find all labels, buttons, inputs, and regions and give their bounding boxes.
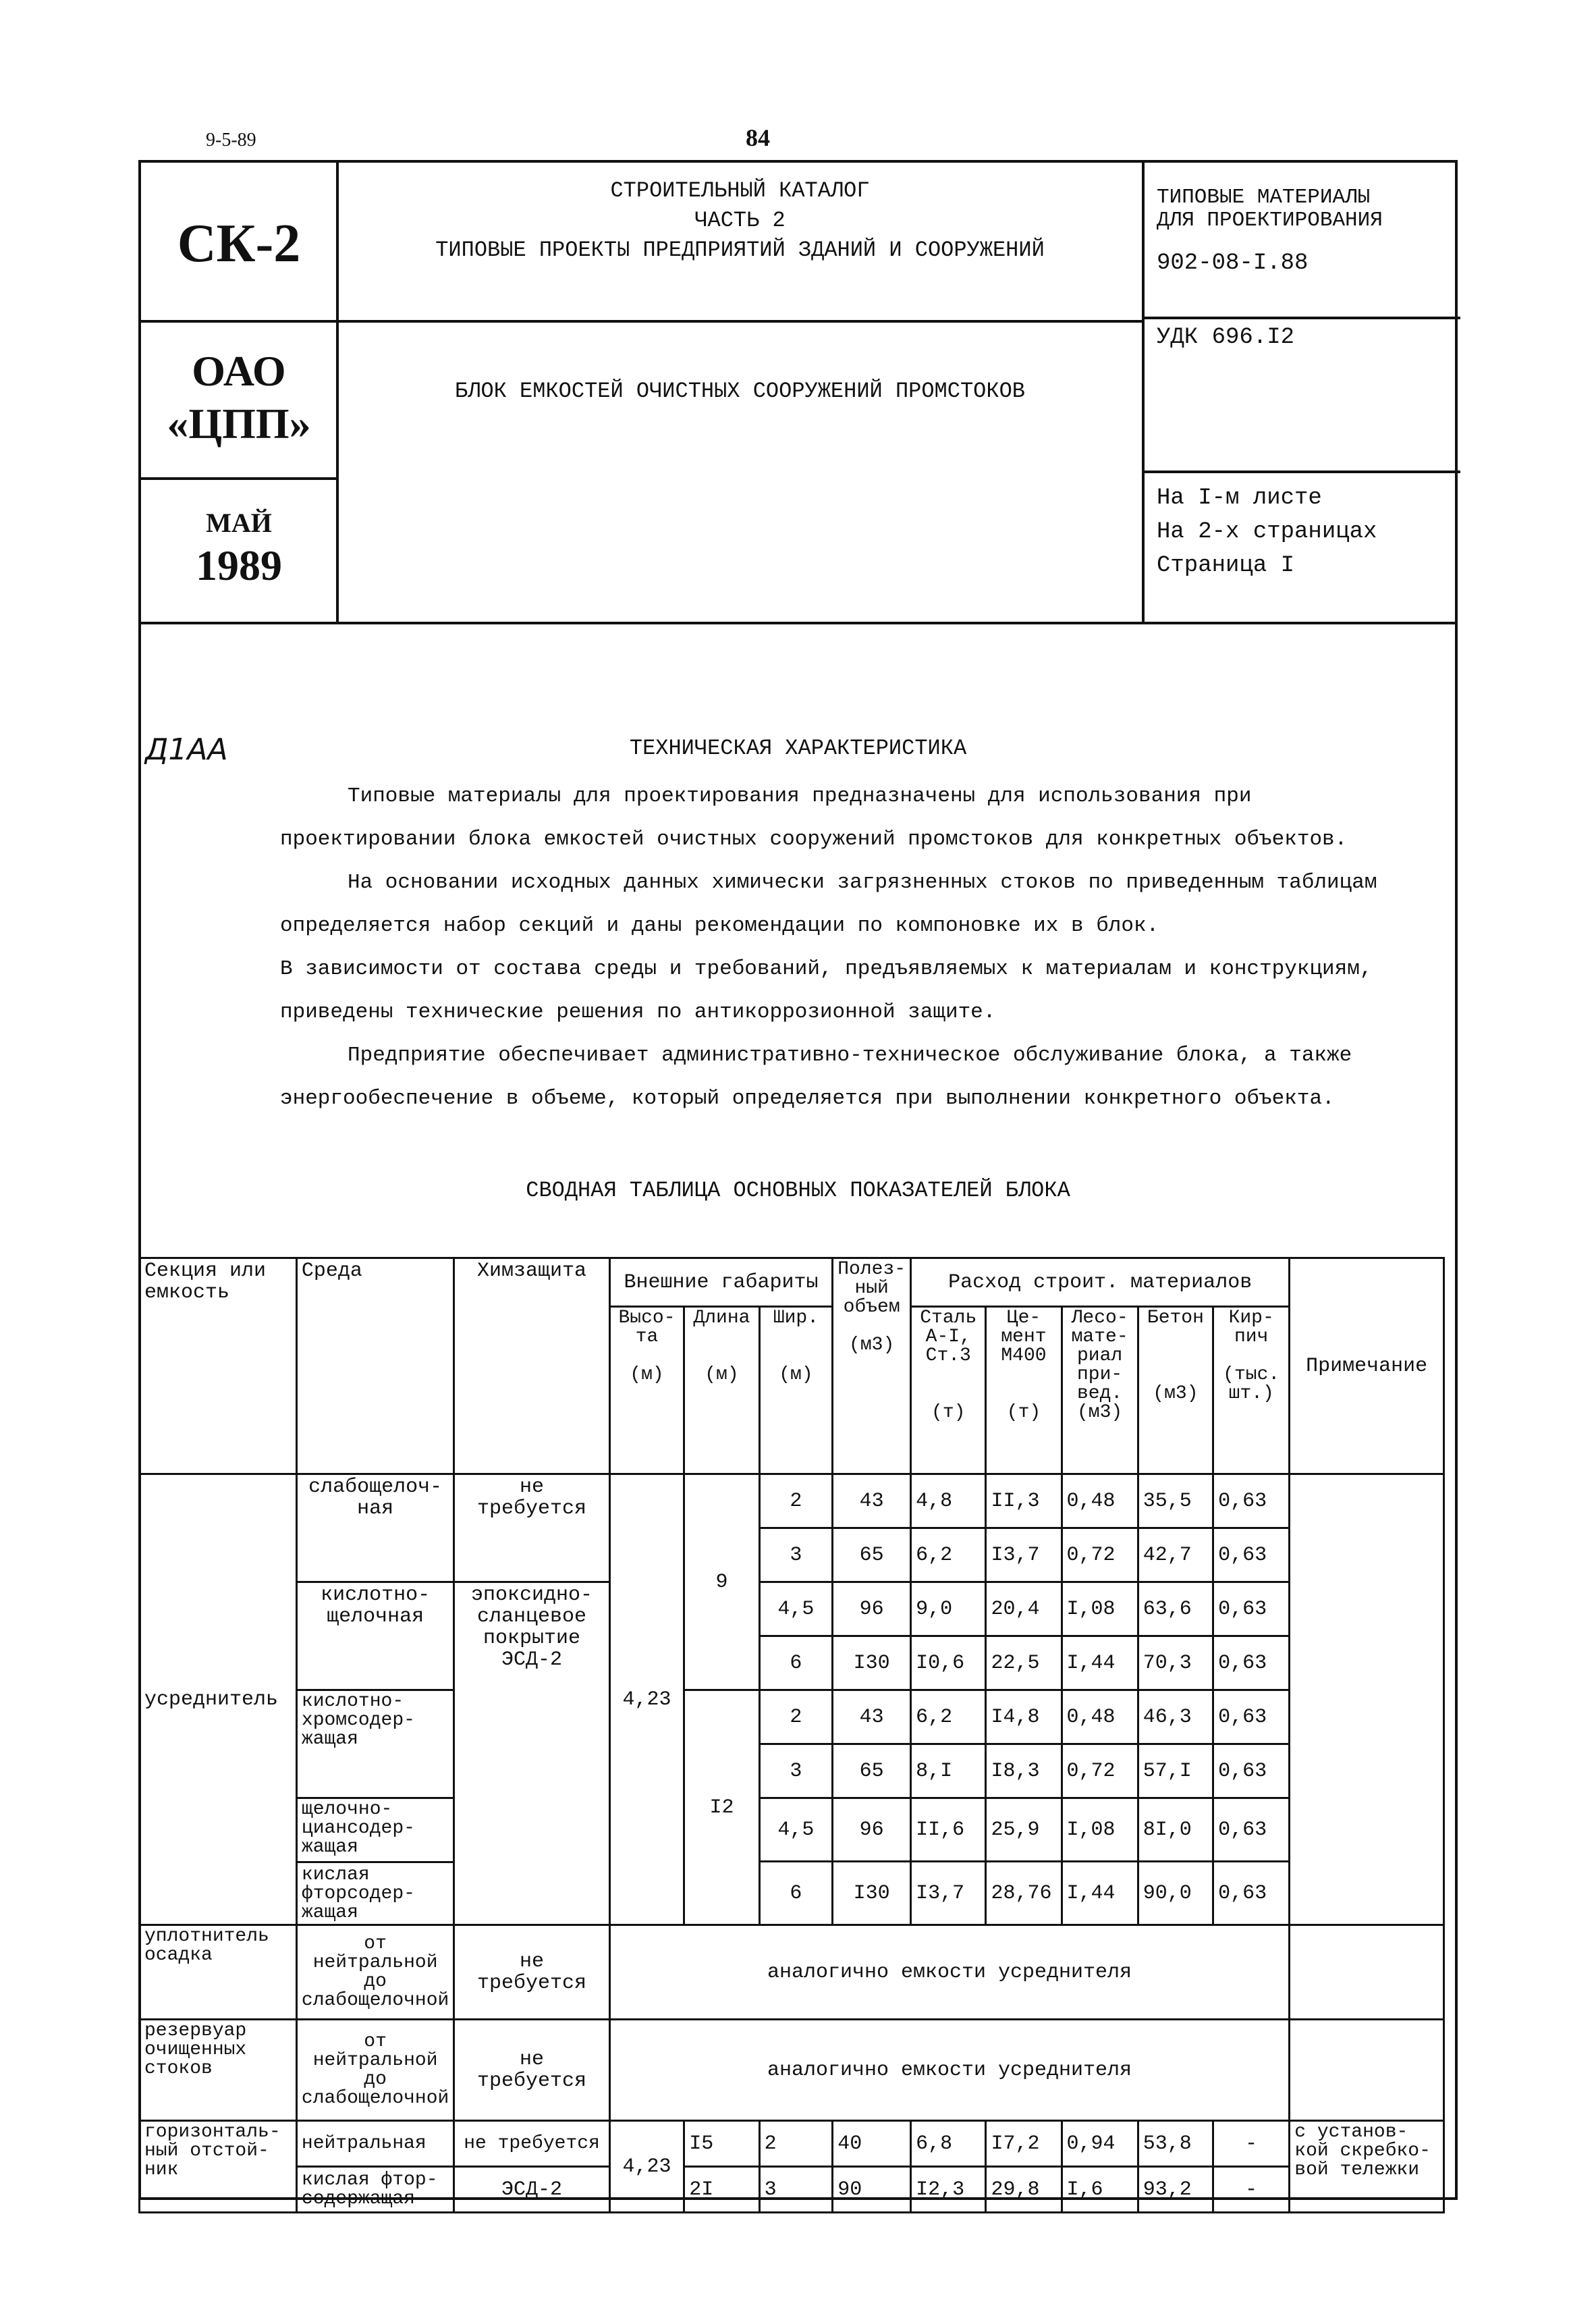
header-section: Секция или емкость — [140, 1258, 297, 1474]
header-steel-label: Сталь А-I, Ст.3 — [920, 1308, 977, 1366]
cell-cement: 28,76 — [986, 1862, 1062, 1925]
udk-code: УДК 696.I2 — [1157, 325, 1295, 350]
cell-cement: I8,3 — [986, 1744, 1062, 1798]
cell-concrete: 70,3 — [1138, 1636, 1213, 1690]
cell-length: I5 — [684, 2121, 759, 2167]
header-length — [684, 1307, 759, 1474]
table-row-reservoir — [140, 2020, 1444, 2121]
cell-timber: I,44 — [1062, 1862, 1138, 1925]
catalog-title: СТРОИТЕЛЬНЫЙ КАТАЛОГ — [610, 178, 870, 203]
cell-width: 3 — [759, 2167, 833, 2213]
handwritten-stamp: Д1АА — [145, 732, 228, 767]
section-title: ТЕХНИЧЕСКАЯ ХАРАКТЕРИСТИКА — [629, 736, 967, 761]
doc-number: 902-08-I.88 — [1157, 250, 1309, 276]
header-concrete — [1138, 1307, 1213, 1474]
org-line-2: «ЦПП» — [167, 400, 311, 448]
cell-epoxy: эпоксидно-сланцевое покрытие ЭСД-2 — [454, 1582, 609, 1925]
cell-steel: 4,8 — [911, 1474, 986, 1528]
cell-settler: горизонталь-ный отстой-ник — [140, 2121, 297, 2213]
cell-settler-height: 4,23 — [609, 2121, 684, 2213]
date-stamp: 9-5-89 — [206, 130, 256, 151]
cell-length-12: I2 — [684, 1690, 759, 1925]
sheet-line-3: Страница I — [1157, 553, 1295, 579]
cell-width: 4,5 — [759, 1582, 833, 1636]
cell-brick: 0,63 — [1213, 1582, 1290, 1636]
header-cement — [986, 1307, 1062, 1474]
cell-brick: 0,63 — [1213, 1862, 1290, 1925]
cell-steel: 6,2 — [911, 1528, 986, 1582]
cell-width: 3 — [759, 1744, 833, 1798]
cell-note-empty — [1290, 1925, 1444, 2020]
cell-averager: усреднитель — [140, 1474, 297, 1925]
header-volume-unit: (м3) — [849, 1335, 895, 1355]
header-brick-label: Кир-пич — [1228, 1308, 1274, 1347]
medium-4-label: щелочно-циансодер-жащая — [301, 1799, 415, 1858]
cell-cement: II,3 — [986, 1474, 1062, 1528]
cell-length: 2I — [684, 2167, 759, 2213]
cell-note-empty — [1290, 2020, 1444, 2121]
cell-volume: 90 — [833, 2167, 911, 2213]
header-height-label: Высо-та — [618, 1308, 676, 1347]
materials-line-1: ТИПОВЫЕ МАТЕРИАЛЫ — [1157, 186, 1371, 209]
table-row — [140, 1474, 1444, 1528]
cell-brick: - — [1213, 2121, 1290, 2167]
table-row — [140, 1690, 1444, 1744]
cell-brick: 0,63 — [1213, 1528, 1290, 1582]
header-width-unit: (м) — [779, 1364, 813, 1385]
cell-steel: I0,6 — [911, 1636, 986, 1690]
header-brick-unit: (тыс. шт.) — [1223, 1364, 1280, 1404]
cell-cement: I7,2 — [986, 2121, 1062, 2167]
cell-volume: 65 — [833, 1744, 911, 1798]
cell-volume: 40 — [833, 2121, 911, 2167]
materials-label — [1157, 186, 1383, 232]
table-row-settler — [140, 2167, 1444, 2213]
header-chemprotect: Химзащита — [454, 1258, 609, 1474]
summary-table — [138, 1257, 1445, 2213]
cell-steel: 8,I — [911, 1744, 986, 1798]
header-length-label: Длина — [693, 1308, 750, 1328]
cell-cement: 25,9 — [986, 1798, 1062, 1862]
cell-width: 6 — [759, 1862, 833, 1925]
cell-neutral: нейтральная — [296, 2121, 453, 2167]
header-width-label: Шир. — [773, 1308, 819, 1328]
header-dims: Внешние габариты — [609, 1258, 832, 1307]
cell-concrete: 42,7 — [1138, 1528, 1213, 1582]
catalog-heading — [337, 176, 1143, 265]
cell-analog: аналогично емкости усреднителя — [609, 1925, 1290, 2020]
header-height-unit: (м) — [630, 1364, 664, 1385]
cell-not-required: не требуется — [454, 1474, 609, 1582]
table-row — [140, 1798, 1444, 1862]
cell-medium-3: кислотно-хромсодер-жащая — [296, 1690, 453, 1798]
medium-5-label: кислая фторсодер-жащая — [298, 1861, 453, 1923]
header-timber — [1062, 1307, 1138, 1474]
cell-width: 4,5 — [759, 1798, 833, 1862]
org-name — [141, 345, 337, 450]
cell-timber: 0,48 — [1062, 1474, 1138, 1528]
cell-brick: - — [1213, 2167, 1290, 2213]
paragraph-1: Типовые материалы для проектирования предназначены для использования при проектировании блока емкостей очистных сооружений промстоков для конкретных объектов. — [280, 784, 1348, 851]
header-volume — [833, 1258, 911, 1474]
materials-line-2: ДЛЯ ПРОЕКТИРОВАНИЯ — [1157, 209, 1383, 232]
cell-timber: I,08 — [1062, 1798, 1138, 1862]
header-steel — [911, 1307, 986, 1474]
cell-steel: II,6 — [911, 1798, 986, 1862]
header-brick — [1213, 1307, 1290, 1474]
header-cement-unit: (т) — [1006, 1402, 1041, 1423]
header-timber-unit: (м3) — [1077, 1402, 1123, 1423]
cell-brick: 0,63 — [1213, 1798, 1290, 1862]
cell-concrete: 57,I — [1138, 1744, 1213, 1798]
cell-timber: 0,72 — [1062, 1744, 1138, 1798]
header-height — [609, 1307, 684, 1474]
cell-concrete: 35,5 — [1138, 1474, 1213, 1528]
cell-not-required: не требуется — [454, 1925, 609, 2020]
cell-brick: 0,63 — [1213, 1690, 1290, 1744]
cell-timber: 0,94 — [1062, 2121, 1138, 2167]
cell-steel: 6,2 — [911, 1690, 986, 1744]
cell-concrete: 90,0 — [1138, 1862, 1213, 1925]
cell-volume: 96 — [833, 1582, 911, 1636]
table-row-compactor — [140, 1925, 1444, 2020]
cell-medium-1: слабощелоч-ная — [296, 1474, 453, 1582]
cell-volume: 43 — [833, 1690, 911, 1744]
table-row — [140, 1582, 1444, 1636]
cell-note-empty — [1290, 1474, 1444, 1925]
cell-timber: 0,48 — [1062, 1690, 1138, 1744]
cell-timber: 0,72 — [1062, 1528, 1138, 1582]
header-concrete-label: Бетон — [1147, 1308, 1204, 1328]
cell-timber: I,08 — [1062, 1582, 1138, 1636]
sheet-line-1: На I-м листе — [1157, 485, 1322, 511]
cell-concrete: 8I,0 — [1138, 1798, 1213, 1862]
cell-width: 2 — [759, 1690, 833, 1744]
cell-cement: 22,5 — [986, 1636, 1062, 1690]
header-block — [138, 160, 1458, 624]
cell-brick: 0,63 — [1213, 1474, 1290, 1528]
cell-from-neutral: от нейтральной до слабощелочной — [296, 1925, 453, 2020]
catalog-subtitle: ТИПОВЫЕ ПРОЕКТЫ ПРЕДПРИЯТИЙ ЗДАНИЙ И СООРУЖЕНИЙ — [435, 238, 1045, 263]
cell-medium-4-5 — [296, 1798, 453, 1925]
cell-compactor: уплотнитель осадка — [140, 1925, 297, 2020]
cell-length-9: 9 — [684, 1474, 759, 1690]
cell-height: 4,23 — [609, 1474, 684, 1925]
cell-volume: 96 — [833, 1798, 911, 1862]
cell-width: 2 — [759, 2121, 833, 2167]
cell-concrete: 63,6 — [1138, 1582, 1213, 1636]
cell-cement: 20,4 — [986, 1582, 1062, 1636]
issue-year: 1989 — [196, 541, 282, 589]
block-title: БЛОК ЕМКОСТЕЙ ОЧИСТНЫХ СООРУЖЕНИЙ ПРОМСТОКОВ — [455, 379, 1025, 404]
header-volume-label: Полез-ный объем — [837, 1259, 906, 1318]
cell-steel: I2,3 — [911, 2167, 986, 2213]
header-medium: Среда — [296, 1258, 453, 1474]
cell-width: 6 — [759, 1636, 833, 1690]
cell-timber: I,44 — [1062, 1636, 1138, 1690]
cell-acid-fluor: кислая фтор-содержащая — [296, 2167, 453, 2213]
cell-not-required: не требуется — [454, 2121, 609, 2167]
header-concrete-unit: (м3) — [1153, 1383, 1199, 1404]
paragraph-2: На основании исходных данных химически загрязненных стоков по приведенным таблицам определяется набор секций и даны рекомендации по компоновке их в блок. — [280, 871, 1377, 938]
cell-steel: 9,0 — [911, 1582, 986, 1636]
cell-cement: I3,7 — [986, 1528, 1062, 1582]
header-materials: Расход строит. материалов — [911, 1258, 1290, 1307]
header-steel-unit: (т) — [931, 1402, 966, 1423]
catalog-part: ЧАСТЬ 2 — [694, 208, 786, 233]
header-note: Примечание — [1290, 1258, 1444, 1474]
cell-concrete: 46,3 — [1138, 1690, 1213, 1744]
sheet-info — [1157, 481, 1377, 583]
cell-reservoir: резервуар очищенных стоков — [140, 2020, 297, 2121]
cell-cement: 29,8 — [986, 2167, 1062, 2213]
cell-analog: аналогично емкости усреднителя — [609, 2020, 1290, 2121]
header-length-unit: (м) — [705, 1364, 739, 1385]
table-header-row-1 — [140, 1258, 1444, 1307]
cell-brick: 0,63 — [1213, 1636, 1290, 1690]
catalog-code: СК-2 — [177, 214, 301, 273]
cell-concrete: 93,2 — [1138, 2167, 1213, 2213]
cell-cement: I4,8 — [986, 1690, 1062, 1744]
cell-width: 3 — [759, 1528, 833, 1582]
issue-month: МАЙ — [206, 508, 272, 538]
org-line-1: ОАО — [192, 347, 286, 395]
table-title: СВОДНАЯ ТАБЛИЦА ОСНОВНЫХ ПОКАЗАТЕЛЕЙ БЛОКА — [526, 1178, 1070, 1203]
header-width — [759, 1307, 833, 1474]
table-row-settler — [140, 2121, 1444, 2167]
header-timber-label: Лесо-мате-риал при-вед. — [1071, 1308, 1128, 1404]
cell-brick: 0,63 — [1213, 1744, 1290, 1798]
cell-timber: I,6 — [1062, 2167, 1138, 2213]
cell-steel: I3,7 — [911, 1862, 986, 1925]
cell-not-required: не требуется — [454, 2020, 609, 2121]
cell-volume: 65 — [833, 1528, 911, 1582]
paragraph-3: В зависимости от состава среды и требований, предъявляемых к материалам и конструкциям, приведены технические решения по антикоррозионной защите. — [280, 957, 1373, 1024]
cell-volume: I30 — [833, 1862, 911, 1925]
cell-settler-note: с установ-кой скребко-вой тележки — [1290, 2121, 1444, 2213]
cell-steel: 6,8 — [911, 2121, 986, 2167]
cell-medium-2: кислотно-щелочная — [296, 1582, 453, 1690]
cell-volume: I30 — [833, 1636, 911, 1690]
page-number: 84 — [746, 124, 770, 151]
cell-esd: ЭСД-2 — [454, 2167, 609, 2213]
cell-from-neutral: от нейтральной до слабощелочной — [296, 2020, 453, 2121]
paragraph-4: Предприятие обеспечивает административно-техническое обслуживание блока, а также энергообеспечение в объеме, который определяется при выполнении конкретного объекта. — [280, 1044, 1352, 1110]
cell-concrete: 53,8 — [1138, 2121, 1213, 2167]
sheet-line-2: На 2-х страницах — [1157, 519, 1377, 545]
header-cement-label: Це-мент М400 — [1001, 1308, 1047, 1366]
cell-volume: 43 — [833, 1474, 911, 1528]
cell-width: 2 — [759, 1474, 833, 1528]
